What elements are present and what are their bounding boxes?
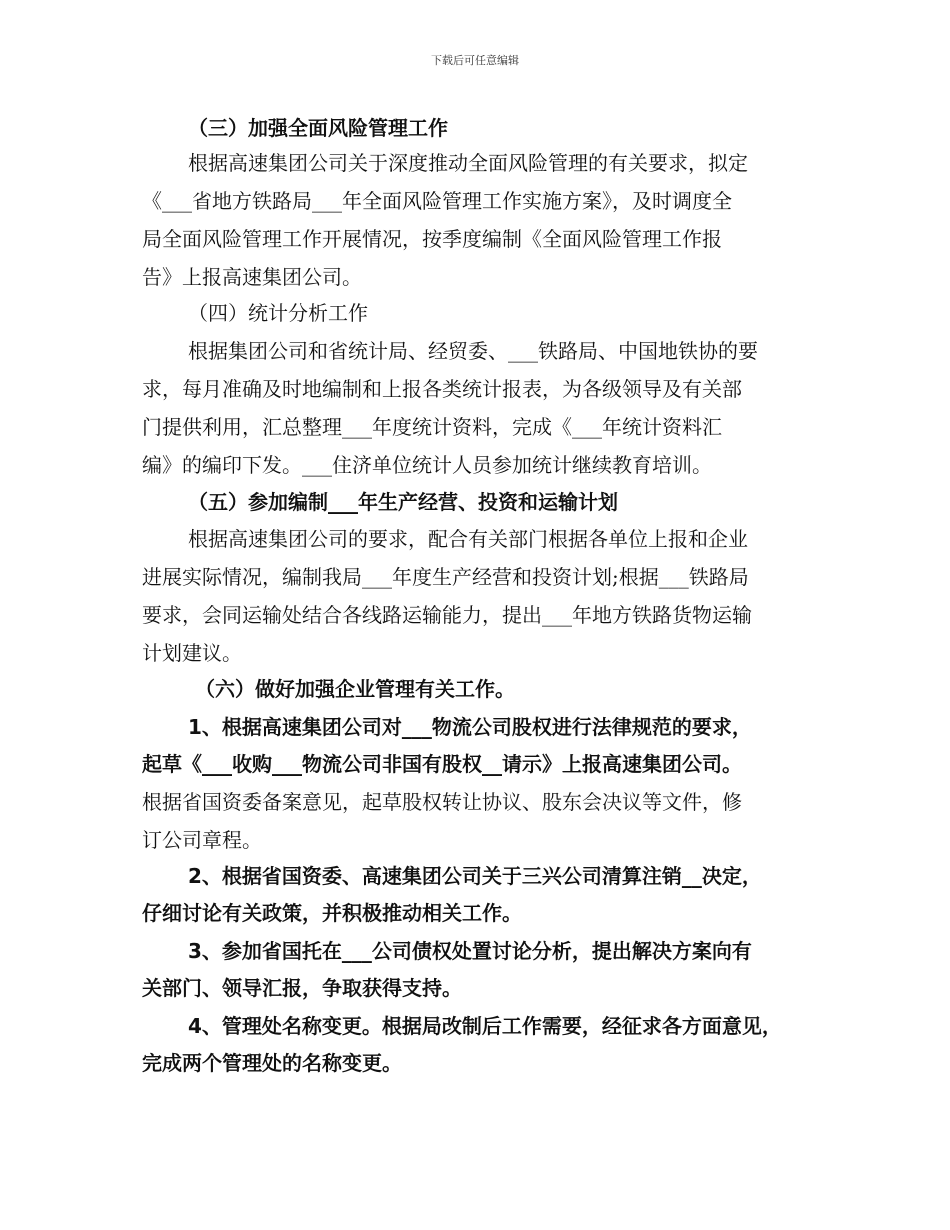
paragraph-line: 求，每月准确及时地编制和上报各类统计报表，为各级领导及有关部 (142, 377, 742, 401)
paragraph-line: 根据省国资委备案意见，起草股权转让协议、股东会决议等文件，修 (142, 790, 742, 814)
paragraph-line: 《___省地方铁路局___年全面风险管理工作实施方案》，及时调度全 (142, 189, 732, 213)
paragraph-line: 计划建议。 (142, 641, 242, 665)
paragraph-line: 进展实际情况，编制我局___年度生产经营和投资计划;根据___铁路局 (142, 565, 749, 589)
item-3-line: 3、参加省国托在___公司债权处置讨论分析，提出解决方案向有 (188, 939, 752, 963)
paragraph-line: 局全面风险管理工作开展情况，按季度编制《全面风险管理工作报 (142, 227, 722, 251)
item-1-line: 起草《___收购___物流公司非国有股权__请示》上报高速集团公司。 (142, 752, 742, 776)
section-heading-5: （五）参加编制___年生产经营、投资和运输计划 (188, 490, 618, 514)
section-heading-3: （三）加强全面风险管理工作 (188, 116, 448, 140)
paragraph-line: 告》上报高速集团公司。 (142, 265, 362, 289)
paragraph-line: 编》的编印下发。___住济单位统计人员参加统计继续教育培训。 (142, 453, 712, 477)
page-header: 下载后可任意编辑 (431, 54, 519, 67)
section-heading-6: （六）做好加强企业管理有关工作。 (195, 677, 515, 701)
item-4-line: 完成两个管理处的名称变更。 (142, 1051, 402, 1075)
item-1-line: 1、根据高速集团公司对___物流公司股权进行法律规范的要求， (188, 715, 752, 739)
item-2-line: 2、根据省国资委、高速集团公司关于三兴公司清算注销__决定， (188, 864, 762, 888)
paragraph-line: 根据集团公司和省统计局、经贸委、___铁路局、中国地铁协的要 (188, 339, 758, 363)
paragraph-line: 根据高速集团公司关于深度推动全面风险管理的有关要求，拟定 (188, 151, 748, 175)
item-4-line: 4、管理处名称变更。根据局改制后工作需要，经征求各方面意见， (188, 1014, 782, 1038)
paragraph-line: 门提供利用，汇总整理___年度统计资料，完成《___年统计资料汇 (142, 415, 722, 439)
item-3-line: 关部门、领导汇报，争取获得支持。 (142, 976, 462, 1000)
paragraph-line: 要求，会同运输处结合各线路运输能力，提出___年地方铁路货物运输 (142, 603, 752, 627)
section-heading-4: （四）统计分析工作 (188, 301, 368, 325)
paragraph-line: 订公司章程。 (142, 828, 262, 852)
item-2-line: 仔细讨论有关政策，并积极推动相关工作。 (142, 901, 522, 925)
paragraph-line: 根据高速集团公司的要求，配合有关部门根据各单位上报和企业 (188, 527, 748, 551)
